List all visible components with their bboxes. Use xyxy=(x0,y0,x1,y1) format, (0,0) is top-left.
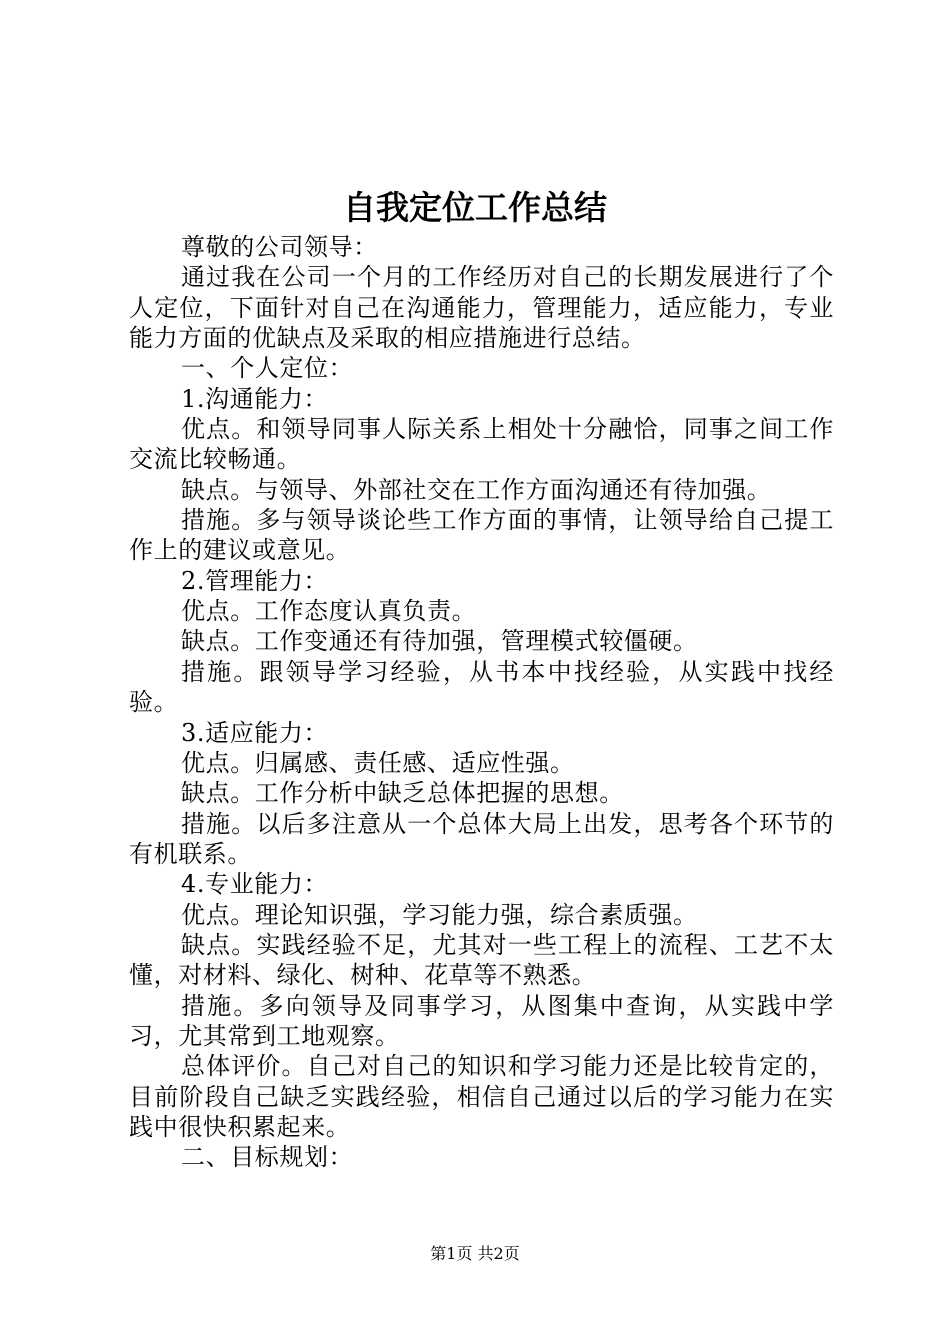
paragraph: 优点。理论知识强，学习能力强，综合素质强。 xyxy=(181,900,698,929)
subheading-adaptability: 3.适应能力： xyxy=(181,718,329,747)
paragraph: 优点。工作态度认真负责。 xyxy=(181,597,477,626)
paragraph: 缺点。工作变通还有待加强，管理模式较僵硬。 xyxy=(181,627,698,656)
paragraph-intro: 通过我在公司一个月的工作经历对自己的长期发展进行了个人定位，下面针对自己在沟通能力，管理能力，适应能力，专业能力方面的优缺点及采取的相应措施进行总结。 xyxy=(129,263,834,353)
page-footer: 第1页 共2页 xyxy=(430,1244,520,1263)
document-title: 自我定位工作总结 xyxy=(343,188,607,227)
paragraph: 优点。和领导同事人际关系上相处十分融恰，同事之间工作交流比较畅通。 xyxy=(129,415,834,474)
subheading-communication: 1.沟通能力： xyxy=(181,384,329,413)
document-body xyxy=(129,232,834,1173)
paragraph-salutation: 尊敬的公司领导： xyxy=(181,233,378,261)
paragraph: 缺点。与领导、外部社交在工作方面沟通还有待加强。 xyxy=(181,475,772,504)
paragraph: 优点。归属感、责任感、适应性强。 xyxy=(181,748,575,777)
section-heading-1: 一、个人定位： xyxy=(181,354,354,383)
paragraph: 缺点。工作分析中缺乏总体把握的思想。 xyxy=(181,779,624,808)
section-heading-2: 二、目标规划： xyxy=(181,1143,354,1172)
paragraph: 措施。跟领导学习经验，从书本中找经验，从实践中找经验。 xyxy=(129,657,834,717)
paragraph: 措施。多与领导谈论些工作方面的事情，让领导给自己提工作上的建议或意见。 xyxy=(129,506,834,565)
paragraph: 措施。多向领导及同事学习，从图集中查询，从实践中学习，尤其常到工地观察。 xyxy=(129,991,834,1050)
subheading-professional: 4.专业能力： xyxy=(181,870,329,899)
subheading-management: 2.管理能力： xyxy=(181,566,329,595)
paragraph: 措施。以后多注意从一个总体大局上出发，思考各个环节的有机联系。 xyxy=(129,809,834,868)
paragraph: 缺点。实践经验不足，尤其对一些工程上的流程、工艺不太懂，对材料、绿化、树种、花草等不熟悉。 xyxy=(129,930,834,990)
paragraph-overall-evaluation: 总体评价。自己对自己的知识和学习能力还是比较肯定的，目前阶段自己缺乏实践经验，相信自己通过以后的学习能力在实践中很快积累起来。 xyxy=(129,1052,834,1141)
